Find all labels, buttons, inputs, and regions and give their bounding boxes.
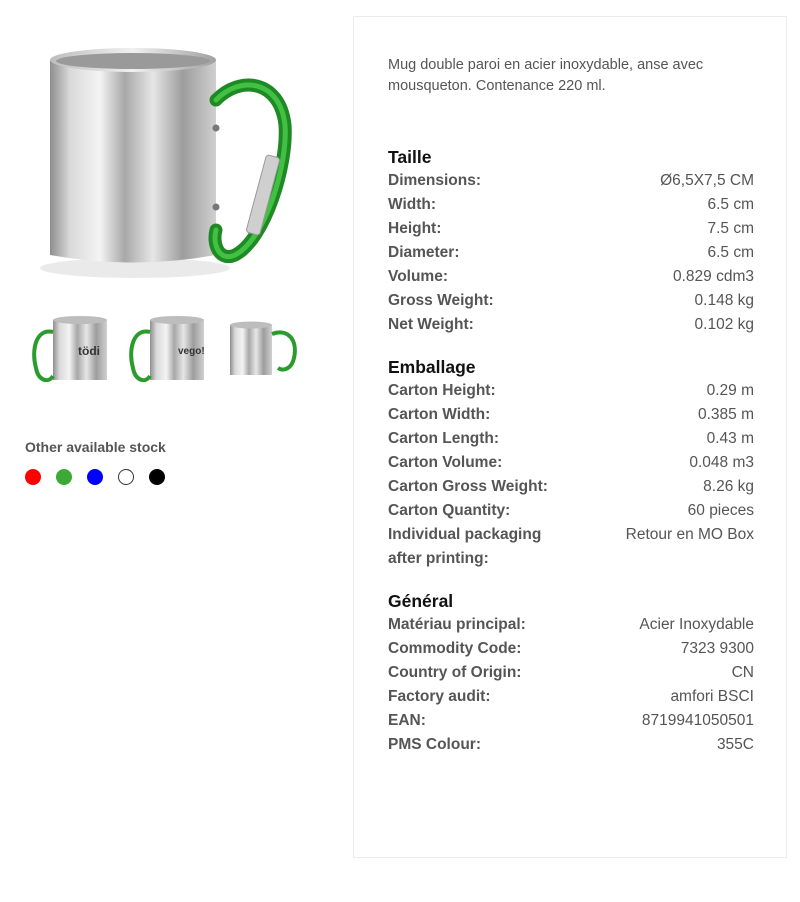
- spec-row: [388, 733, 754, 757]
- spec-key: Country of Origin:: [388, 664, 522, 681]
- spec-value: Ø6,5X7,5 CM: [660, 172, 754, 189]
- spec-section-taille: [388, 145, 754, 337]
- spec-value: 8719941050501: [641, 712, 754, 729]
- spec-key: Volume:: [388, 268, 448, 285]
- spec-value: 6.5 cm: [707, 196, 754, 213]
- spec-key: Carton Gross Weight:: [388, 478, 548, 495]
- spec-key: Carton Height:: [388, 382, 496, 399]
- spec-key: Individual packaging after printing:: [388, 526, 542, 567]
- spec-row: [388, 427, 754, 451]
- spec-value: 60 pieces: [687, 502, 754, 519]
- spec-value: Acier Inoxydable: [639, 616, 754, 633]
- spec-key: Height:: [388, 220, 442, 237]
- color-swatches: [25, 469, 165, 485]
- spec-key: Carton Length:: [388, 430, 500, 447]
- spec-row: [388, 613, 754, 637]
- thumbnail-strip: [28, 310, 307, 395]
- spec-value: 0.048 m3: [689, 454, 754, 471]
- section-title: Emballage: [388, 357, 476, 377]
- product-gallery: [0, 0, 340, 902]
- spec-row: [388, 451, 754, 475]
- spec-key: PMS Colour:: [388, 736, 481, 753]
- spec-key: Width:: [388, 196, 437, 213]
- swatch-black[interactable]: [149, 469, 165, 485]
- spec-key: EAN:: [388, 712, 426, 729]
- spec-row: [388, 403, 754, 427]
- spec-row: [388, 709, 754, 733]
- thumbnail-mug-vego[interactable]: [125, 310, 210, 395]
- product-details-panel: [353, 16, 787, 858]
- section-title: Taille: [388, 147, 432, 167]
- spec-key: Factory audit:: [388, 688, 491, 705]
- spec-row: [388, 313, 754, 337]
- spec-value: 0.829 cdm3: [673, 268, 754, 285]
- spec-key: Dimensions:: [388, 172, 482, 189]
- swatch-red[interactable]: [25, 469, 41, 485]
- spec-key: Carton Quantity:: [388, 502, 511, 519]
- spec-value: 0.102 kg: [694, 316, 754, 333]
- spec-row: [388, 475, 754, 499]
- spec-section-general: [388, 589, 754, 757]
- spec-key: Diameter:: [388, 244, 460, 261]
- spec-row: [388, 499, 754, 523]
- thumbnail-mug-plain[interactable]: [222, 310, 307, 395]
- spec-value: 0.385 m: [697, 406, 754, 423]
- thumbnail-print-text: tödi: [78, 344, 100, 358]
- section-title: Général: [388, 591, 454, 611]
- spec-value: 0.29 m: [706, 382, 754, 399]
- thumbnail-mug-todi[interactable]: [28, 310, 113, 395]
- spec-row: [388, 241, 754, 265]
- spec-value: 7.5 cm: [707, 220, 754, 237]
- spec-row: [388, 523, 754, 571]
- spec-key: Commodity Code:: [388, 640, 522, 657]
- spec-row: [388, 193, 754, 217]
- spec-key: Carton Width:: [388, 406, 491, 423]
- spec-row: [388, 169, 754, 193]
- spec-row: [388, 661, 754, 685]
- other-stock-label: Other available stock: [25, 439, 166, 455]
- mug-main-image: [30, 30, 300, 290]
- spec-value: amfori BSCI: [670, 688, 754, 705]
- spec-key: Matériau principal:: [388, 616, 526, 633]
- spec-key: Net Weight:: [388, 316, 474, 333]
- spec-value: 0.43 m: [706, 430, 754, 447]
- spec-row: [388, 289, 754, 313]
- spec-row: [388, 217, 754, 241]
- spec-value: 0.148 kg: [694, 292, 754, 309]
- spec-key: Carton Volume:: [388, 454, 503, 471]
- spec-section-emballage: [388, 355, 754, 571]
- spec-value: 355C: [716, 736, 754, 753]
- product-description: Mug double paroi en acier inoxydable, anse avec mousqueton. Contenance 220 ml.: [388, 57, 704, 94]
- spec-value: CN: [731, 664, 754, 681]
- swatch-green[interactable]: [56, 469, 72, 485]
- spec-value: 8.26 kg: [703, 478, 754, 495]
- spec-row: [388, 379, 754, 403]
- thumbnail-print-text: vego!: [178, 346, 205, 357]
- spec-row: [388, 685, 754, 709]
- spec-row: [388, 265, 754, 289]
- spec-value: 6.5 cm: [707, 244, 754, 261]
- spec-value: 7323 9300: [680, 640, 754, 657]
- spec-key: Gross Weight:: [388, 292, 494, 309]
- swatch-blue[interactable]: [87, 469, 103, 485]
- spec-value: Retour en MO Box: [625, 526, 754, 543]
- swatch-white[interactable]: [118, 469, 134, 485]
- spec-row: [388, 637, 754, 661]
